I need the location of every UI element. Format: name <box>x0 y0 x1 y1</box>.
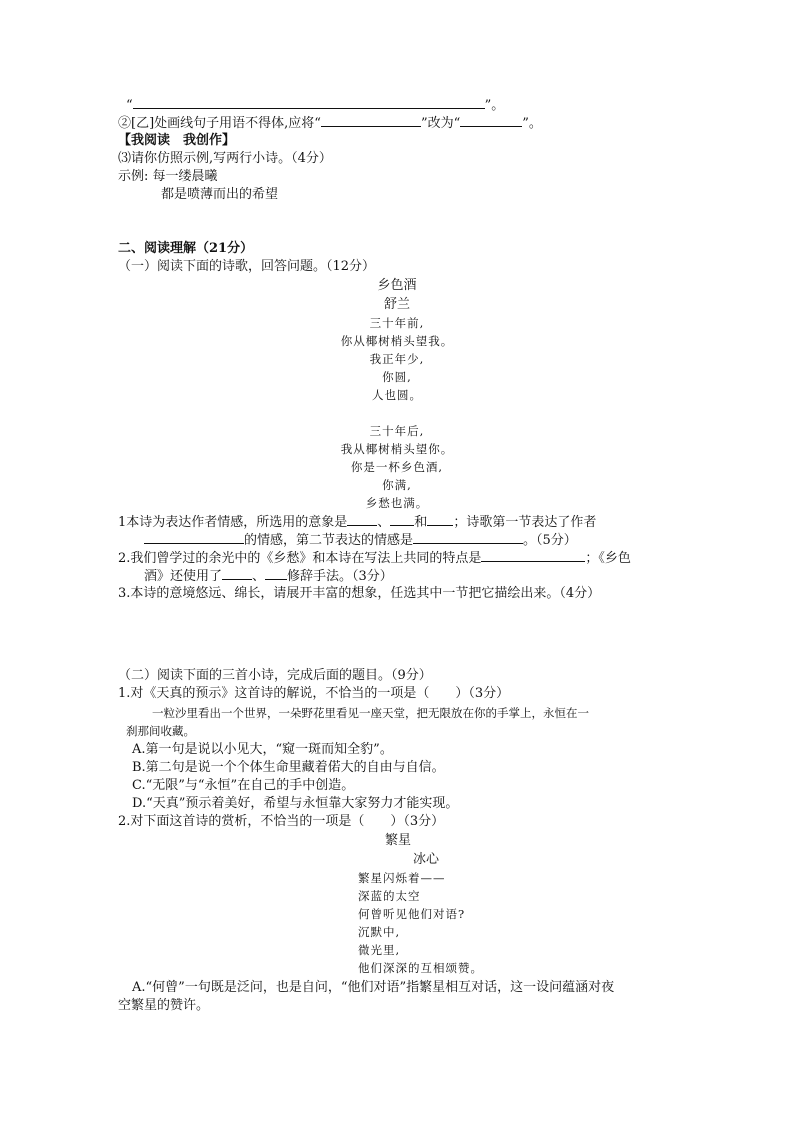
blank-quote-line: “ ”。 <box>126 98 505 113</box>
poem1-line: 你从椰树梢头望我。 <box>340 334 454 348</box>
answer-blank[interactable] <box>413 531 523 544</box>
section-heading: 【我阅读 我创作】 <box>118 133 236 148</box>
poem1-line: 我从椰树梢头望你。 <box>340 442 454 456</box>
poem2-line: 微光里, <box>358 943 401 957</box>
poem2-line: 沉默中, <box>358 925 401 939</box>
answer-blank[interactable] <box>427 513 453 526</box>
question-1-cont: 的情感，第二节表达的情感是 。（5分） <box>144 531 577 550</box>
question-3: ⑶请你仿照示例,写两行小诗。（4分） <box>118 151 332 166</box>
example-line-1: 示例: 每一缕晨曦 <box>118 169 218 184</box>
answer-blank[interactable] <box>222 567 252 580</box>
option-c: C.“无限”与“永恒”在自己的手中创造。 <box>132 778 355 793</box>
poem1-title: 乡色酒 <box>377 278 417 293</box>
part-title: 二、阅读理解（21分） <box>118 241 254 256</box>
p1-poem-line-2: 刹那间收藏。 <box>126 724 195 738</box>
question-2-cont: 酒》还使用了 、 修辞手法。（3分） <box>144 569 393 584</box>
answer-blank[interactable] <box>460 114 522 127</box>
answer-blank[interactable] <box>321 114 421 127</box>
poem2-line: 繁星闪烁着—— <box>358 871 446 885</box>
p2-question: 2.对下面这首诗的赏析，不恰当的一项是（ ）（3分） <box>118 814 445 829</box>
poem1-line: 你是一杯乡色酒, <box>350 460 444 474</box>
subsection-1-title: （一）阅读下面的诗歌，回答问题。（12分） <box>118 259 376 274</box>
answer-blank[interactable] <box>265 567 287 580</box>
poem1-line: 三十年前, <box>369 316 425 330</box>
option-a-cont: 空繁星的赞许。 <box>118 998 210 1013</box>
question-2: 2.我们曾学过的余光中的《乡愁》和本诗在写法上共同的特点是 ；《乡色 <box>118 551 631 566</box>
poem2-author: 冰心 <box>413 852 440 867</box>
option-b: B.第二句是说一个个体生命里藏着偌大的自由与自信。 <box>132 760 445 775</box>
poem2-title: 繁星 <box>385 833 412 848</box>
option-a: A.第一句是说以小见大，“窥一斑而知全豹”。 <box>132 742 393 757</box>
p1-question: 1.对《天真的预示》这首诗的解说，不恰当的一项是（ ）（3分） <box>118 686 510 701</box>
question-2: ②[乙]处画线句子用语不得体,应将“ ”改为“ ”。 <box>118 116 542 131</box>
poem1-line: 你圆, <box>382 370 412 384</box>
option-d: D.“天真”预示着美好，希望与永恒靠大家努力才能实现。 <box>132 796 459 811</box>
poem1-author: 舒兰 <box>383 297 410 312</box>
poem1-line: 你满, <box>382 478 412 492</box>
option-a: A.“何曾”一句既是泛问，也是自问，“他们对语”指繁星相互对话，这一设问蕴涵对夜 <box>132 980 615 995</box>
poem1-line: 三十年后, <box>369 424 425 438</box>
poem1-line: 我正年少, <box>369 352 425 366</box>
answer-blank[interactable] <box>390 513 414 526</box>
answer-blank[interactable] <box>347 513 377 526</box>
p1-poem-line-1: 一粒沙里看出一个世界，一朵野花里看见一座天堂，把无限放在你的手掌上，永恒在一 <box>152 706 589 720</box>
subsection-2-title: （二）阅读下面的三首小诗，完成后面的题目。（9分） <box>118 668 432 683</box>
answer-blank[interactable] <box>133 96 485 109</box>
example-line-2: 都是喷薄而出的希望 <box>161 187 279 202</box>
poem2-line: 何曾听见他们对语? <box>358 907 466 921</box>
question-1: 1本诗为表达作者情感，所选用的意象是 、 和 ；诗歌第一节表达了作者 <box>118 515 597 530</box>
poem1-line: 乡愁也满。 <box>365 496 429 510</box>
question-3: 3.本诗的意境悠远、绵长，请展开丰富的想象，任选其中一节把它描绘出来。（4分） <box>118 586 601 601</box>
answer-blank[interactable] <box>144 531 244 544</box>
answer-blank[interactable] <box>481 549 585 562</box>
poem2-line: 深蓝的太空 <box>358 889 421 903</box>
poem2-line: 他们深深的互相颂赞。 <box>358 961 483 975</box>
poem1-line: 人也圆。 <box>372 388 422 402</box>
